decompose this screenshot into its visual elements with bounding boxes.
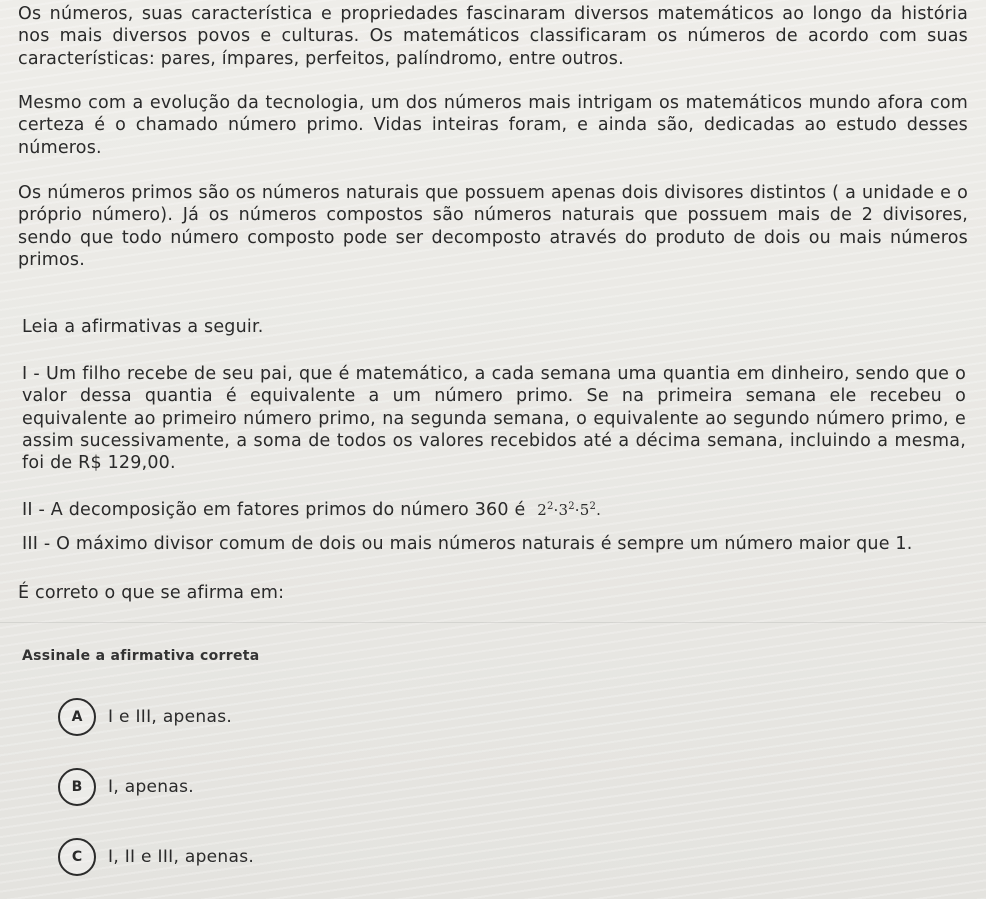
statement-2 [22, 496, 966, 521]
instruction-text: Leia a afirmativas a seguir. [22, 317, 264, 337]
question-text: É correto o que se afirma em: [18, 583, 285, 603]
intro-paragraph-1: Os números, suas característica e propriedades fascinaram diversos matemáticos ao longo da história nos mais diversos povos e culturas. Os matemáticos classificaram os números de acordo com suas características: pares, ímpares, perfeitos, palíndromo, entre outros. [18, 4, 968, 69]
divider [0, 622, 986, 623]
option-c[interactable] [58, 837, 254, 877]
option-b-letter[interactable]: B [58, 768, 96, 806]
option-c-text: I, II e III, apenas. [108, 847, 255, 867]
option-c-letter[interactable]: C [58, 838, 96, 876]
answer-instruction: Assinale a afirmativa correta [22, 648, 260, 664]
option-a-text: I e III, apenas. [108, 707, 233, 727]
statement-1: I - Um filho recebe de seu pai, que é matemático, a cada semana uma quantia em dinheiro, sendo que o valor dessa quantia é equivalente a um número primo. Se na primeira semana ele recebeu o equivalente ao primeiro número primo, na segunda semana, o equivalente ao segundo número primo, e assim sucessivamente, a soma de todos os valores recebidos até a décima semana, incluindo a mesma, foi de R$ 129,00. [22, 364, 966, 474]
prime-factorization-formula: $2^2\cdot 3^2\cdot 5^2$. [537, 501, 602, 519]
option-a[interactable] [58, 697, 232, 737]
option-a-letter[interactable]: A [58, 698, 96, 736]
intro-paragraph-2: Mesmo com a evolução da tecnologia, um dos números mais intrigam os matemáticos mundo afora com certeza é o chamado número primo. Vidas inteiras foram, e ainda são, dedicadas ao estudo desses números. [18, 93, 968, 158]
intro-paragraph-3: Os números primos são os números naturais que possuem apenas dois divisores distintos ( a unidade e o próprio número). Já os números compostos são números naturais que possuem mais de 2 divisores, sendo que todo número composto pode ser decomposto através do produto de dois ou mais números primos. [18, 183, 968, 270]
statement-3: III - O máximo divisor comum de dois ou mais números naturais é sempre um número maior que 1. [22, 534, 913, 554]
statement-2-text: II - A decomposição em fatores primos do número 360 é [22, 500, 526, 520]
option-b-text: I, apenas. [108, 777, 194, 797]
option-b[interactable] [58, 767, 194, 807]
